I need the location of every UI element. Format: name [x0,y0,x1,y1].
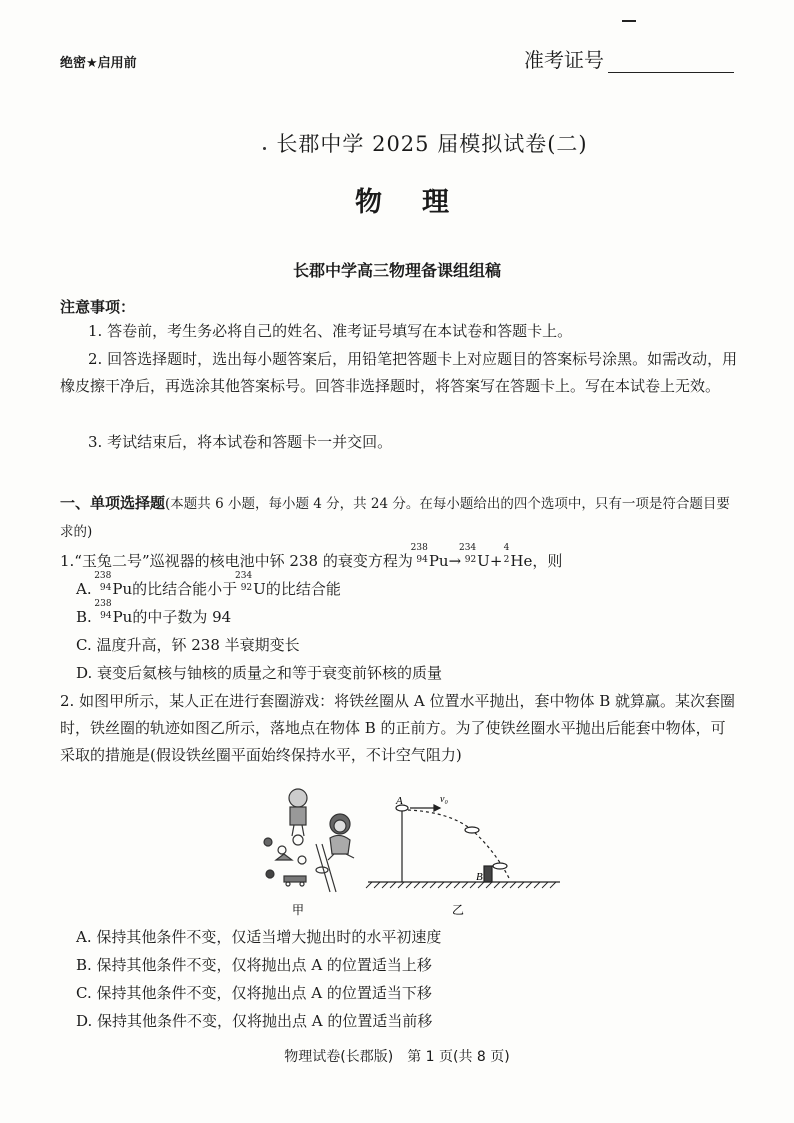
q2-option-b: B. 保持其他条件不变，仅将抛出点 A 的位置适当上移 [76,956,432,974]
nuclide-u: 234 92 [234,571,253,593]
q2-option-a: A. 保持其他条件不变，仅适当增大抛出时的水平初速度 [76,928,442,946]
nuclide-pu: 238 94 [94,571,112,593]
section-title: 一、单项选择题 [60,494,166,512]
ring-toss-scene-illustration [264,789,354,892]
q1-option-b: B. 238 94 Pu的中子数为 94 [76,599,232,626]
admission-number-blank [608,52,734,73]
point-a-label: A [396,795,403,807]
section-description: (本题共 6 小题，每小题 4 分，共 24 分。在每小题给出的四个选项中，只有一项是符合题目要求的) [60,496,730,540]
confidential-label: 绝密★启用前 [60,56,137,71]
organizer-line: 长郡中学高三物理备课组组稿 [292,261,501,280]
admission-number-field [524,44,734,73]
nuclide-pu: 238 94 [94,599,112,621]
figure-label-right: 乙 [452,903,465,917]
note-item: 1. 答卷前，考生务必将自己的姓名、准考证号填写在本试卷和答题卡上。 [88,322,573,340]
q1-option-a: A. 238 94 Pu的比结合能小于 234 92 U的比结合能 [76,571,341,598]
point-b-label: B [476,871,483,883]
note-item: 2. 回答选择题时，选出每小题答案后，用铅笔把答题卡上对应题目的答案标号涂黑。如需改动，用橡皮擦干净后，再选涂其他答案标号。回答非选择题时，将答案写在答题卡上。写在本试卷上无效。 [60,350,738,395]
note-item: 3. 考试结束后，将本试卷和答题卡一并交回。 [88,433,393,451]
nuclide-u: 234 92 [458,543,477,565]
notes-title: 注意事项： [60,298,136,316]
page-footer: 物理试卷(长郡版) 第 1 页(共 8 页) [284,1049,510,1065]
nuclide-he: 4 2 [503,543,510,565]
q2-figure [250,780,570,920]
section-heading [60,490,740,546]
question-2-stem: 2. 如图甲所示，某人正在进行套圈游戏：将铁丝圈从 A 位置水平抛出，套中物体 B 就算赢。某次套圈时，铁丝圈的轨迹如图乙所示，落地点在物体 B 的正前方。为了使铁丝圈水平抛出后能套中物体，可采取的措施是(假设铁丝圈平面始终保持水平，不计空气阻力) [60,692,736,764]
trajectory-diagram [366,805,560,888]
arrow-icon: → [448,552,462,570]
q1-stem-text: 1.“玉兔二号”巡视器的核电池中钚 238 的衰变方程为 [60,552,413,570]
q2-option-c: C. 保持其他条件不变，仅将抛出点 A 的位置适当下移 [76,984,432,1002]
admission-number-label: 准考证号 [524,48,604,72]
question-1-stem: 1.“玉兔二号”巡视器的核电池中钚 238 的衰变方程为 238 94 Pu→ 234 92 U+ 4 2 He，则 [60,543,563,570]
q2-option-d: D. 保持其他条件不变，仅将抛出点 A 的位置适当前移 [76,1012,433,1030]
q1-option-d: D. 衰变后氦核与铀核的质量之和等于衰变前钚核的质量 [76,664,443,682]
subject-title: 物理 [355,187,489,218]
exam-title: 长郡中学 2025 届模拟试卷(二) [276,132,588,156]
nuclide-pu: 238 94 [410,543,428,565]
top-mark [622,20,636,22]
q1-option-c: C. 温度升高，钚 238 半衰期变长 [76,636,300,654]
velocity-label: v₀ [440,794,448,805]
figure-label-left: 甲 [292,903,305,917]
